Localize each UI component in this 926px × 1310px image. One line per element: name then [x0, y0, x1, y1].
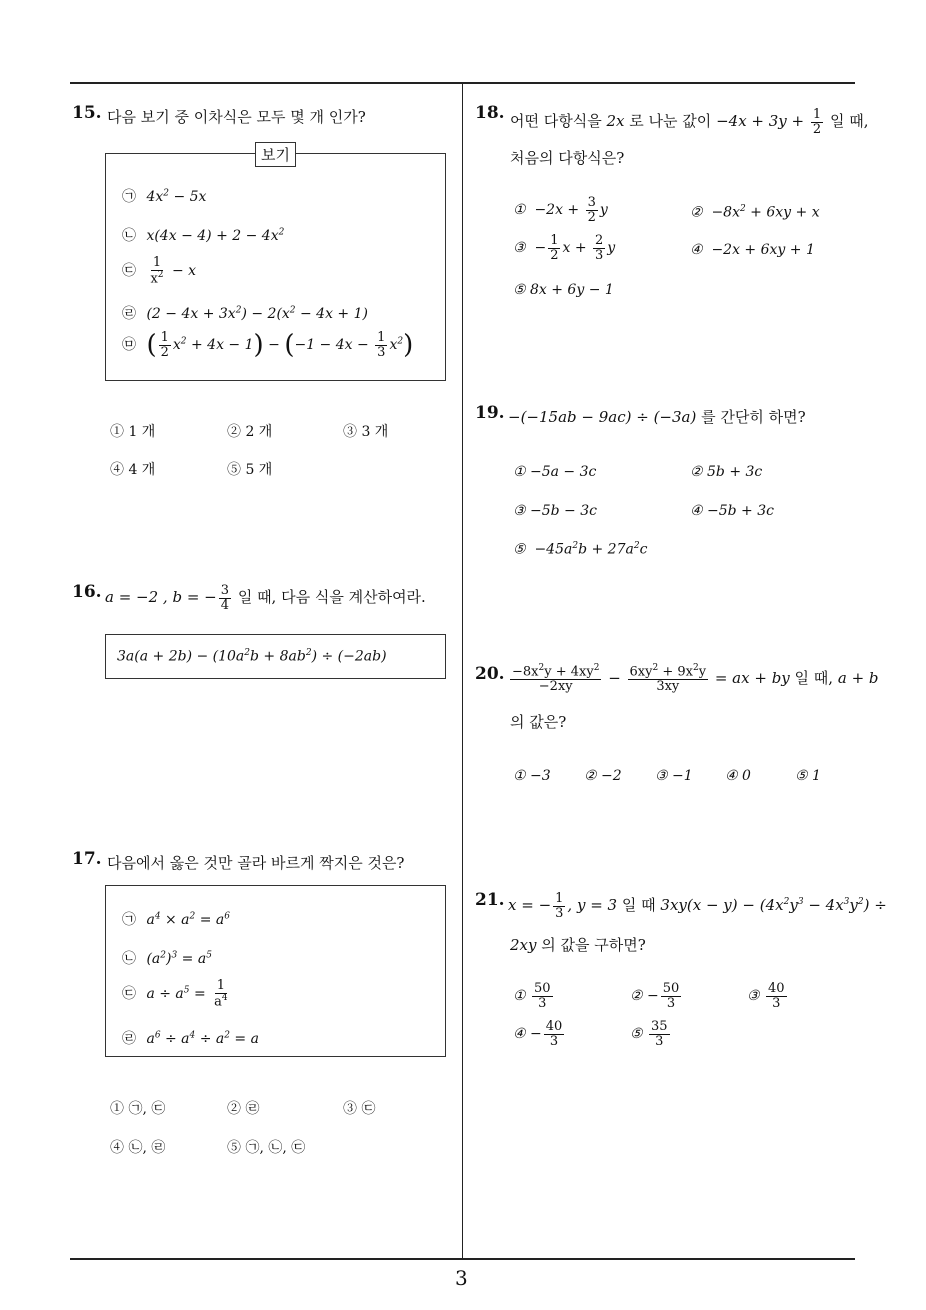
option-3[interactable]: ③ 3 개	[343, 424, 389, 440]
option-3[interactable]: ③ −5b − 3c	[513, 503, 597, 519]
option-5[interactable]: ⑤ 8x + 6y − 1	[513, 282, 614, 298]
option-2[interactable]: ② −2	[584, 768, 622, 784]
item-expr: $a^6 \div a^4 \div a^2 = a$	[146, 1030, 259, 1047]
option-2[interactable]: ② 2 개	[227, 424, 273, 440]
bogi-label: 보기	[255, 142, 296, 167]
option-3[interactable]: ③ −1	[655, 768, 693, 784]
question-text: 어떤 다항식을 2x 로 나눈 값이 −4x + 3y + $\frac{1}{2}$ 일 때,	[510, 107, 869, 137]
question-text-line2: 의 값은?	[510, 713, 567, 731]
item-expr: $x(4x - 4) + 2 - 4x^2$	[146, 227, 285, 244]
bottom-rule	[70, 1258, 855, 1260]
option-1[interactable]: ① −3	[513, 768, 551, 784]
option-2[interactable]: ② − $\frac{50}{3}$	[630, 981, 680, 1011]
item-marker: ㉢	[122, 985, 136, 1002]
condition: a = −2 , b = − $\frac{3}{4}$	[105, 583, 230, 613]
item-expr: $\frac{1}{x^2}$ − x	[150, 255, 197, 286]
option-3[interactable]: ③ ㉢	[343, 1101, 376, 1117]
expression: $\frac{-8x^2y + 4xy^2}{-2xy}$ − $\frac{6xy^2 + 9x^2y}{3xy}$ = ax + by	[512, 663, 790, 694]
question-number: 20.	[475, 664, 505, 684]
item-marker: ㉣	[122, 306, 136, 322]
expression: −4x + 3y + $\frac{1}{2}$	[716, 107, 822, 137]
item-expr: $a^4 \times a^2 = a^6$	[146, 911, 230, 928]
bogi-item	[122, 303, 368, 323]
option-5[interactable]: ⑤ ㉠, ㉡, ㉢	[227, 1140, 306, 1156]
option-3[interactable]: ③ $\frac{40}{3}$	[747, 981, 785, 1011]
box-item	[122, 909, 230, 929]
question-text-line2: 처음의 다항식은?	[510, 149, 625, 167]
expression: −(−15ab − 9ac) ÷ (−3a)	[508, 408, 697, 426]
question-text-line2: 2xy 의 값을 구하면?	[510, 936, 646, 954]
item-expr: ( $\frac{1}{2}$ $x^2 + 4x - 1) - (-1 - 4x$ − $\frac{1}{3}$ $x^2$)	[146, 329, 414, 360]
question-text: x = − $\frac{1}{3}$ , y = 3 일 때 $3xy(x - y) - (4x^2y^3 - 4x^3y^2)$ ÷	[508, 891, 887, 921]
column-divider	[462, 83, 463, 1259]
question-number: 15.	[72, 103, 102, 123]
option-1[interactable]: ① $\frac{50}{3}$	[513, 981, 551, 1011]
item-marker: ㉢	[122, 262, 136, 279]
option-5[interactable]: ⑤ $-45a^2b + 27a^2c$	[513, 541, 648, 558]
option-5[interactable]: ⑤ 5 개	[227, 462, 273, 478]
item-expr: $(a^2)^3 = a^5$	[146, 950, 212, 967]
question-text: a = −2 , b = − $\frac{3}{4}$ 일 때, 다음 식을 계산하여라.	[105, 583, 426, 613]
condition: x = − $\frac{1}{3}$ , y = 3	[508, 891, 618, 921]
option-2[interactable]: ② $-8x^2 + 6xy + x$	[690, 204, 820, 221]
option-4[interactable]: ④ 4 개	[110, 462, 156, 478]
question-number: 17.	[72, 849, 102, 869]
bogi-item	[122, 330, 413, 360]
question-number: 16.	[72, 582, 102, 602]
option-2[interactable]: ② 5b + 3c	[690, 464, 763, 480]
question-number: 18.	[475, 103, 505, 123]
bogi-item	[122, 186, 206, 206]
question-text: 다음 보기 중 이차식은 모두 몇 개 인가?	[107, 108, 366, 126]
option-5[interactable]: ⑤ 1	[795, 768, 821, 784]
page-number: 3	[455, 1266, 468, 1290]
option-4[interactable]: ④ ㉡, ㉣	[110, 1140, 166, 1156]
item-marker: ㉣	[122, 1031, 136, 1047]
box-item	[122, 948, 212, 968]
box-item	[122, 1028, 259, 1048]
item-expr: $4x^2 - 5x$	[146, 188, 207, 205]
question-text: $\frac{-8x^2y + 4xy^2}{-2xy}$ − $\frac{6xy^2 + 9x^2y}{3xy}$ = ax + by 일 때, a + b	[508, 664, 879, 694]
item-marker: ㉡	[122, 951, 136, 967]
item-expr: $a \div a^5$ = $\frac{1}{a^4}$	[146, 978, 228, 1009]
item-marker: ㉠	[122, 189, 136, 205]
option-5[interactable]: ⑤ $\frac{35}{3}$	[630, 1019, 668, 1049]
option-2[interactable]: ② ㉣	[227, 1101, 260, 1117]
bogi-item	[122, 256, 196, 286]
option-1[interactable]: ① −2x + $\frac{3}{2}$ y	[513, 195, 608, 225]
question-number: 21.	[475, 890, 505, 910]
box-item	[122, 979, 232, 1009]
option-4[interactable]: ④ −5b + 3c	[690, 503, 774, 519]
option-1[interactable]: ① −5a − 3c	[513, 464, 597, 480]
question-text: −(−15ab − 9ac) ÷ (−3a) 를 간단히 하면?	[508, 408, 806, 426]
item-marker: ㉤	[122, 337, 136, 353]
question-text: 다음에서 옳은 것만 골라 바르게 짝지은 것은?	[107, 854, 405, 872]
item-marker: ㉡	[122, 228, 136, 244]
option-4[interactable]: ④ − $\frac{40}{3}$	[513, 1019, 563, 1049]
question-number: 19.	[475, 403, 505, 423]
expression: $3a(a + 2b) - (10a^2b + 8ab^2) \div (-2ab)$	[117, 648, 387, 665]
expression: $3xy(x - y) - (4x^2y^3 - 4x^3y^2)$ ÷	[660, 896, 887, 915]
bogi-item	[122, 225, 284, 245]
option-1[interactable]: ① 1 개	[110, 424, 156, 440]
option-3[interactable]: ③ − $\frac{1}{2}$ x + $\frac{2}{3}$ y	[513, 233, 616, 263]
option-1[interactable]: ① ㉠, ㉢	[110, 1101, 166, 1117]
option-4[interactable]: ④ 0	[725, 768, 751, 784]
item-expr: $(2 - 4x + 3x^2) - 2(x^2 - 4x + 1)$	[146, 305, 368, 322]
item-marker: ㉠	[122, 912, 136, 928]
option-4[interactable]: ④ −2x + 6xy + 1	[690, 242, 815, 258]
